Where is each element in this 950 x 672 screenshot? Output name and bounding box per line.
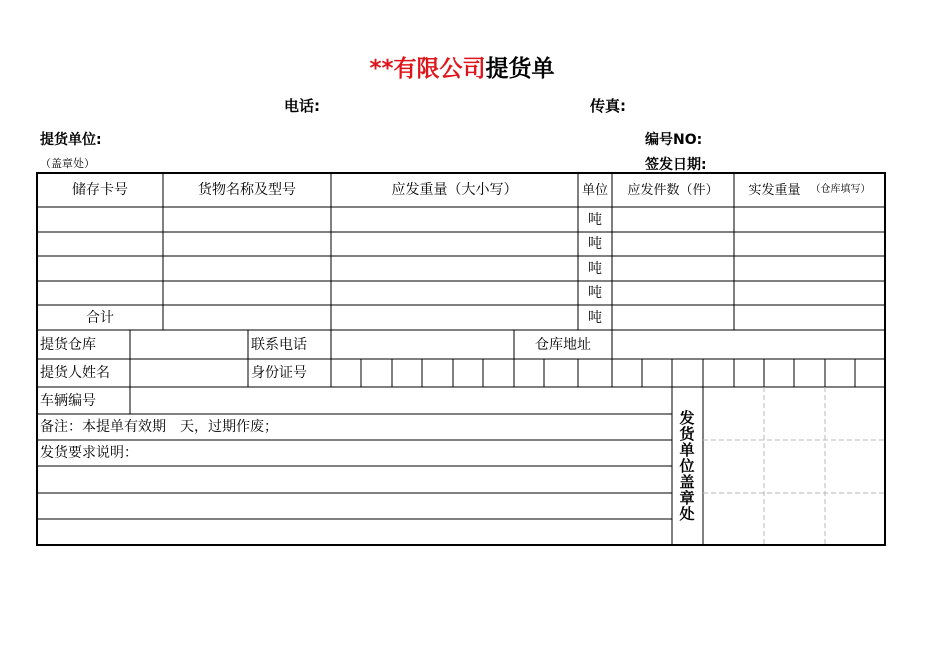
seal-area-label: 发货单位盖章处 <box>679 409 695 523</box>
col-goods-name: 货物名称及型号 <box>198 182 296 198</box>
company-name: **有限公司 <box>369 56 486 82</box>
unit-cell: 吨 <box>588 260 602 277</box>
col-actual-weight <box>734 173 885 207</box>
actual-weight-label: 实发重量 <box>748 182 801 198</box>
warehouse-label: 提货仓库 <box>40 336 96 353</box>
warehouse-address-label: 仓库地址 <box>535 336 591 353</box>
unit-cell: 吨 <box>588 309 602 326</box>
col-weight: 应发重量（大小写） <box>391 182 518 198</box>
unit-cell: 吨 <box>588 236 602 252</box>
id-number-label: 身份证号 <box>251 365 307 381</box>
fax-label: 传真: <box>590 97 626 115</box>
sign-date-label: 签发日期: <box>645 157 707 173</box>
grid-lines <box>37 173 885 545</box>
picker-name-label: 提货人姓名 <box>40 365 110 381</box>
document-type: 提货单 <box>485 56 555 82</box>
warehouse-fill-note: （仓库填写） <box>810 184 871 195</box>
remark-text: 备注：本提单有效期 天，过期作废； <box>40 419 278 435</box>
pickup-unit-label: 提货单位: <box>40 132 102 148</box>
phone-label: 电话: <box>284 97 320 115</box>
col-unit: 单位 <box>581 182 608 198</box>
number-label: 编号NO: <box>645 132 703 148</box>
seal-note: （盖章处） <box>40 157 95 170</box>
col-pieces: 应发件数（件） <box>627 182 719 198</box>
contact-phone-label: 联系电话 <box>251 336 307 353</box>
unit-cell: 吨 <box>588 285 602 301</box>
vehicle-label: 车辆编号 <box>40 392 96 409</box>
col-card-no: 储存卡号 <box>72 182 128 198</box>
requirements-label: 发货要求说明： <box>40 445 138 461</box>
unit-cell: 吨 <box>588 211 602 228</box>
total-label: 合计 <box>86 309 114 326</box>
seal-area-dashed-grid <box>703 387 885 545</box>
